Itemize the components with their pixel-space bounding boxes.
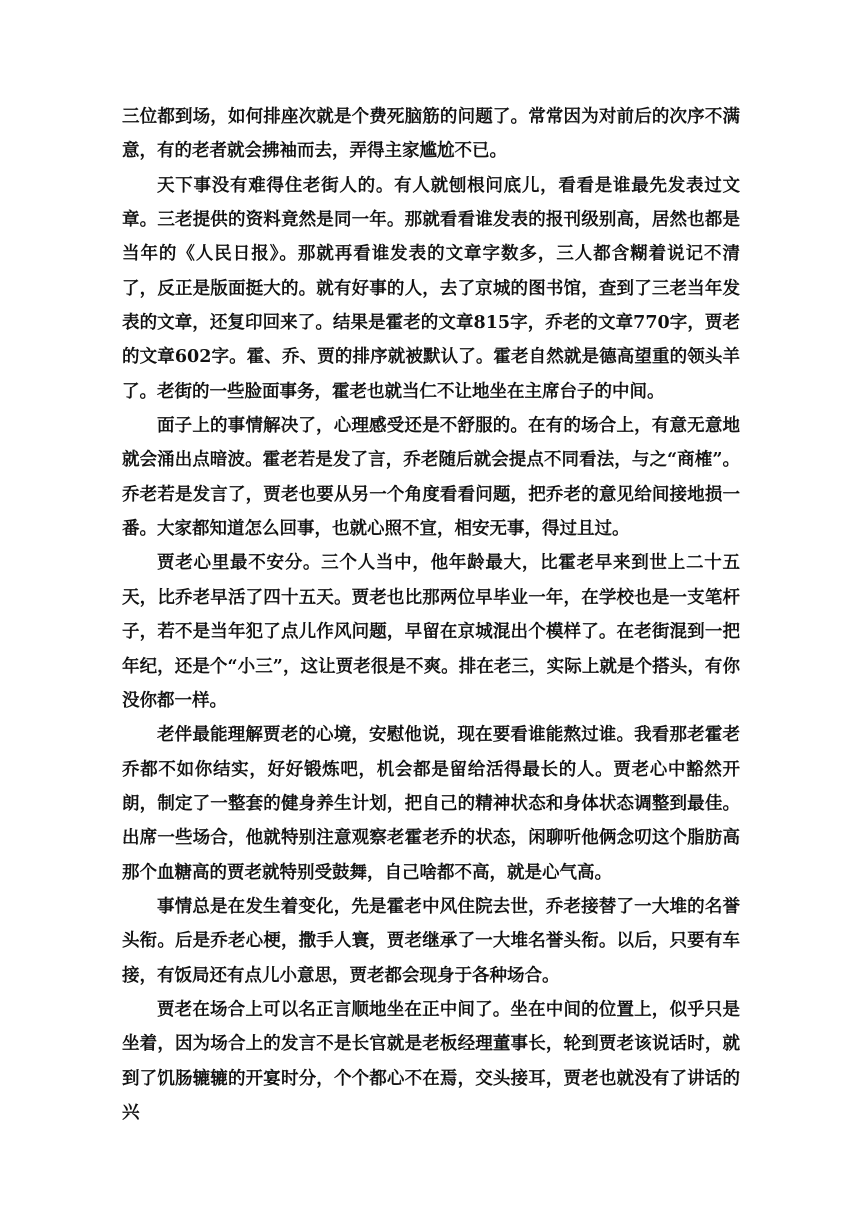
paragraph: 面子上的事情解决了，心理感受还是不舒服的。在有的场合上，有意无意地就会涌出点暗波。霍老若是发了言，乔老随后就会提点不同看法，与之“商榷”。乔老若是发言了，贾老也要从另一个角度看看问题，把乔老的意见给间接地损一番。大家都知道怎么回事，也就心照不宣，相安无事，得过且过。	[122, 416, 740, 540]
paragraph: 贾老在场合上可以名正言顺地坐在正中间了。坐在中间的位置上，似乎只是坐着，因为场合上的发言不是长官就是老板经理董事长，轮到贾老该说话时，就到了饥肠辘辘的开宴时分，个个都心不在焉，交头接耳，贾老也就没有了讲话的兴	[122, 999, 740, 1123]
paragraph: 事情总是在发生着变化，先是霍老中风住院去世，乔老接替了一大堆的名誉头衔。后是乔老心梗，撒手人寰，贾老继承了一大堆名誉头衔。以后，只要有车接，有饭局还有点儿小意思，贾老都会现身于各种场合。	[122, 896, 740, 986]
paragraph: 贾老心里最不安分。三个人当中，他年龄最大，比霍老早来到世上二十五天，比乔老早活了四十五天。贾老也比那两位早毕业一年，在学校也是一支笔杆子，若不是当年犯了点儿作风问题，早留在京城混出个模样了。在老街混到一把年纪，还是个“小三”，这让贾老很是不爽。排在老三，实际上就是个搭头，有你没你都一样。	[122, 553, 740, 711]
paragraph: 天下事没有难得住老街人的。有人就刨根问底儿，看看是谁最先发表过文章。三老提供的资料竟然是同一年。那就看看谁发表的报刊级别高，居然也都是当年的《人民日报》。那就再看谁发表的文章字数多，三人都含糊着说记不清了，反正是版面挺大的。就有好事的人，去了京城的图书馆，查到了三老当年发表的文章，还复印回来了。结果是霍老的文章815字，乔老的文章770字，贾老的文章602字。霍、乔、贾的排序就被默认了。霍老自然就是德高望重的领头羊了。老街的一些脸面事务，霍老也就当仁不让地坐在主席台子的中间。	[122, 175, 740, 402]
paragraph: 三位都到场，如何排座次就是个费死脑筋的问题了。常常因为对前后的次序不满意，有的老者就会拂袖而去，弄得主家尴尬不已。	[122, 107, 740, 162]
document-page	[122, 100, 740, 1130]
paragraph: 老伴最能理解贾老的心境，安慰他说，现在要看谁能熬过谁。我看那老霍老乔都不如你结实，好好锻炼吧，机会都是留给活得最长的人。贾老心中豁然开朗，制定了一整套的健身养生计划，把自己的精神状态和身体状态调整到最佳。出席一些场合，他就特别注意观察老霍老乔的状态，闲聊听他俩念叨这个脂肪高那个血糖高的贾老就特别受鼓舞，自己啥都不高，就是心气高。	[122, 725, 740, 883]
